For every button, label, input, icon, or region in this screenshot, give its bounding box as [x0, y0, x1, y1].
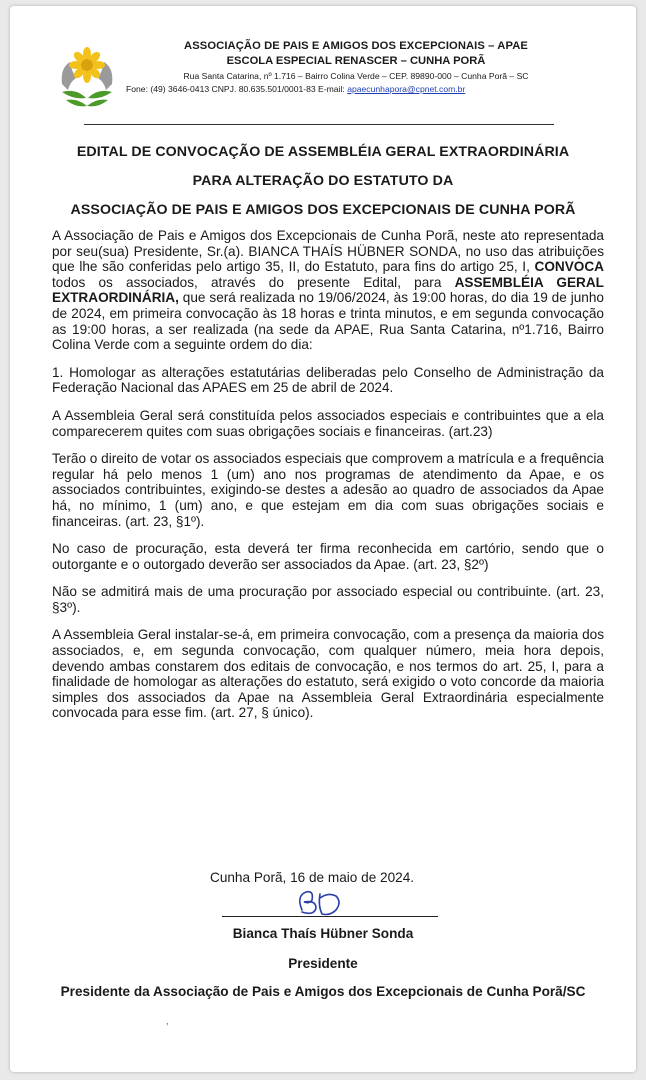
assembly-type: ASSEMBLÉIA GERAL EXTRAORDINÁRIA,: [52, 274, 604, 306]
signer-role: Presidente: [288, 956, 358, 971]
paragraph-proxy-limit: Não se admitirá mais de uma procuração por associado especial ou contribuinte. (art. 23, §3º).: [52, 584, 604, 615]
stray-mark: ,: [166, 1016, 169, 1026]
signer-organization: Presidente da Associação de Pais e Amigos dos Excepcionais de Cunha Porã/SC: [60, 984, 586, 999]
letterhead: [56, 40, 576, 118]
letterhead-school: ESCOLA ESPECIAL RENASCER – CUNHA PORÃ: [226, 55, 486, 67]
paragraph-voting-rights: Terão o direito de votar os associados especiais que comprovem a matrícula e a frequência regular há pelo menos 1 (um) ano nos programas de atendimento da Apae, e os associados contribuintes, exigindo-se destes a adesão ao quadro de associados da Apae há, no mínimo, 1 (um) ano, e que estejam em dia com suas obrigações sociais e financeiras. (art. 23, §1º).: [52, 451, 604, 529]
letterhead-divider: [84, 124, 554, 125]
edital-body: [52, 228, 604, 733]
convocation-text-a: A Associação de Pais e Amigos dos Excepcionais de Cunha Porã, neste ato representada por seu(sua) Presidente, Sr.(a). BIANCA THAÍS HÜBNER SONDA, no uso das atribuições que lhe são conferidas pelo artigo 35, II, do Estatuto, para fins do artigo 25, I,: [52, 228, 604, 275]
handwritten-signature: [286, 886, 358, 920]
letterhead-org-name: ASSOCIAÇÃO DE PAIS E AMIGOS DOS EXCEPCIONAIS – APAE: [184, 40, 528, 52]
signer-name: Bianca Thaís Hübner Sonda: [232, 926, 414, 941]
paragraph-proxy: No caso de procuração, esta deverá ter firma reconhecida em cartório, sendo que o outorgante e o outorgado deverão ser associados da Apae. (art. 23, §2º): [52, 541, 604, 572]
convocation-text-c: que será realizada no 19/06/2024, às 19:00 horas, do dia 19 de junho de 2024, em primeira convocação às 18 horas e trinta minutos, e em segunda convocação as 19:00 horas, a ser realizada (na sede da APAE, Rua Santa Catarina, nº1.716, Bairro Colina Verde com a seguinte ordem do dia:: [52, 290, 604, 353]
signature-line: [222, 916, 438, 917]
letterhead-contact-text: Fone: (49) 3646-0413 CNPJ. 80.635.501/0001-83 E-mail:: [126, 84, 345, 94]
apae-logo: [56, 44, 118, 110]
letterhead-email-link[interactable]: apaecunhapora@cpnet.com.br: [347, 84, 466, 94]
title-line-3: ASSOCIAÇÃO DE PAIS E AMIGOS DOS EXCEPCIONAIS DE CUNHA PORÃ: [70, 202, 576, 218]
letterhead-contact: [126, 84, 586, 94]
letterhead-address: Rua Santa Catarina, nº 1.716 – Bairro Colina Verde – CEP. 89890-000 – Cunha Porã – SC: [183, 71, 529, 81]
convocation-text-b: todos os associados, através do presente Edital, para: [52, 274, 455, 290]
paragraph-convocation: [52, 228, 604, 353]
edital-title: [40, 144, 606, 218]
paragraph-quorum: A Assembleia Geral instalar-se-á, em primeira convocação, com a presença da maioria dos associados, e, em segunda convocação, com qualquer número, meia hora depois, devendo ambas constarem dos editais de convocação, e nos termos do art. 25, I, para a finalidade de homologar as alterações do estatuto, será exigido o voto concorde da maioria simples dos associados da Apae na Assembleia Geral Extraordinária especialmente convocada para esse fim. (art. 27, § único).: [52, 627, 604, 721]
convocation-keyword: CONVOCA: [534, 259, 604, 275]
document-page: [10, 6, 636, 1072]
paragraph-constitution: A Assembleia Geral será constituída pelos associados especiais e contribuintes que a ela comparecerem quites com suas obrigações sociais e financeiras. (art.23): [52, 407, 604, 439]
title-line-2: PARA ALTERAÇÃO DO ESTATUTO DA: [192, 173, 454, 189]
signing-date: Cunha Porã, 16 de maio de 2024.: [210, 870, 415, 885]
paragraph-agenda: 1. Homologar as alterações estatutárias deliberadas pelo Conselho de Administração da Federação Nacional das APAES em 25 de abril de 2024.: [52, 364, 604, 396]
title-line-1: EDITAL DE CONVOCAÇÃO DE ASSEMBLÉIA GERAL EXTRAORDINÁRIA: [76, 144, 570, 160]
